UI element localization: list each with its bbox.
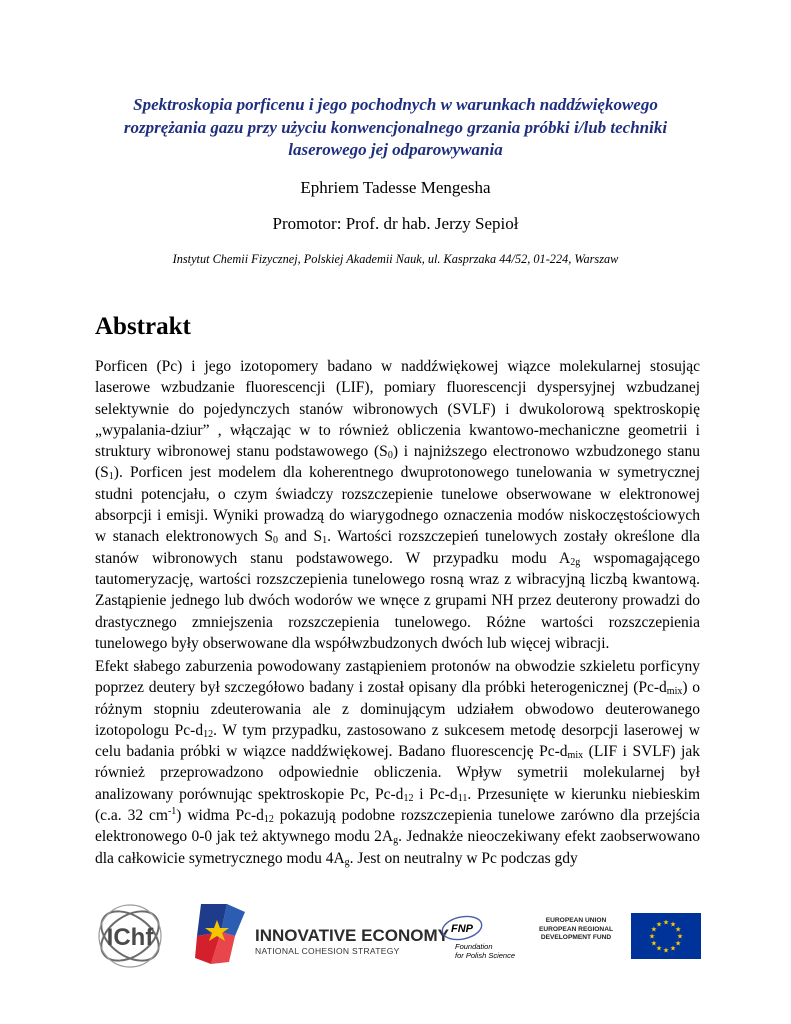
eu-flag-icon: [631, 913, 701, 959]
eu-star-icon: ★: [662, 918, 670, 927]
svg-text:Foundation: Foundation: [455, 942, 493, 951]
eu-star-icon: ★: [669, 944, 677, 953]
document-title: Spektroskopia porficenu i jego pochodnych w warunkach naddźwiękowego rozprężania gazu przy użyciu konwencjonalnego grzania próbki i/lub techniki laserowego jej odparowywania: [123, 95, 668, 159]
author-name: Ephriem Tadesse Mengesha: [300, 178, 491, 197]
footer-logos: [95, 898, 705, 974]
abstract-paragraph-1: Porficen (Pc) i jego izotopomery badano w naddźwiękowej wiązce molekularnej stosując laserowe wzbudzanie fluorescencji (LIF), pomiary fluorescencji dyspersyjnej wzbudzanej selektywnie do pojedynczych stanów wibronowych (SVLF) i dwukolorową spektroskopię „wypalania-dziur” , włączając w to również obliczenia kwantowo-mechaniczne geometrii i struktury wibronowej stanu podstawowego $(S_0)$ i najniższego electronowo wzbudzonego stanu $(S_1)$. Porficen jest modelem dla koherentnego dwuprotonowego tunelowania w symetrycznej studni potencjału, o czym świadczy rozszczepienie tunelowe obserwowane w elektronowej absorpcji i emisji. Wyniki prowadzą do wiarygodnego oznaczenia modów niskoczęstościowych w stanach elektronowych $S_0$ and $S_1$. Wartości rozszczepień tunelowych zostały określone dla stanów wibronowych stanu podstawowego. W przypadku modu $A_{2g}$ wspomagającego tautomeryzację, wartości rozszczepienia tunelowego rosną wraz z wibracyjną liczbą kwantową. Zastąpienie jednego lub dwóch wodorów we wnęce z grupami NH przez deuterony prowadzi do drastycznego zmniejszenia rozszczepienia tunelowego. Różne wartości rozszczepienia tunelowego były obserwowane dla współwzbudzonych dwóch lub więcej wibracji.: [95, 358, 700, 652]
eu-star-icon: ★: [674, 925, 682, 934]
eu-star-icon: ★: [650, 939, 658, 948]
eu-star-icon: ★: [669, 920, 677, 929]
eu-line-2: EUROPEAN REGIONAL: [538, 925, 613, 933]
innovative-economy-logo: [193, 902, 449, 972]
eu-star-icon: ★: [655, 920, 663, 929]
svg-text:FNP: FNP: [451, 923, 473, 935]
eu-star-icon: ★: [676, 932, 684, 941]
eu-star-icon: ★: [662, 946, 670, 955]
abstract-paragraph-2: Efekt słabego zaburzenia powodowany zastąpieniem protonów na obwodzie szkieletu porficyny poprzez deutery był szczegółowo badany i został opisany dla próbki heterogenicznej $(Pc-d_{mix})$ o różnym stopniu zdeuterowania ale z dominującym udziałem obwodowo deuterowanego izotopologu $Pc-d_{12}$. W tym przypadku, zastosowano z sukcesem metodę desorpcji laserowej w celu badania próbki w wiązce naddźwiękowej. Badano fluorescencję $Pc-d_{mix}$ (LIF i SVLF) jak również przeprowadzono odpowiednie obliczenia. Wpływ symetrii molekularnej był analizowany porównując spektroskopie Pc, $Pc-d_{12}$ i $Pc-d_{11}$. Przesunięte w kierunku niebieskim (c.a. 32 $cm^{-1}$) widma $Pc-d_{12}$ pokazują podobne rozszczepienia tunelowe zarówno dla przejścia elektronowego 0-0 jak też aktywnego modu $2A_g$. Jednakże nieoczekiwany efekt zaobserwowano dla całkowicie symetrycznego modu $4A_g$. Jest on neutralny w Pc podczas gdy: [95, 658, 701, 868]
eu-line-1: EUROPEAN UNION: [545, 917, 607, 924]
eu-star-icon: ★: [648, 932, 656, 941]
eu-star-icon: ★: [674, 939, 682, 948]
eu-erdf-logo: [527, 913, 705, 963]
svg-text:IChf: IChf: [106, 924, 154, 951]
section-heading: Abstrakt: [95, 313, 191, 340]
svg-text:for Polish Science: for Polish Science: [455, 951, 516, 960]
eu-line-3: DEVELOPMENT FUND: [540, 934, 612, 941]
ie-subtitle: NATIONAL COHESION STRATEGY: [255, 946, 400, 956]
promotor-line: Promotor: Prof. dr hab. Jerzy Sepioł: [272, 214, 519, 233]
institution-line: Instytut Chemii Fizycznej, Polskiej Akademii Nauk, ul. Kasprzaka 44/52, 01-224, Warszaw: [172, 252, 619, 266]
eu-star-icon: ★: [650, 925, 658, 934]
ie-title: INNOVATIVE ECONOMY: [255, 926, 449, 945]
fnp-logo: [440, 910, 520, 965]
ichf-logo: [95, 901, 165, 971]
eu-star-icon: ★: [655, 944, 663, 953]
